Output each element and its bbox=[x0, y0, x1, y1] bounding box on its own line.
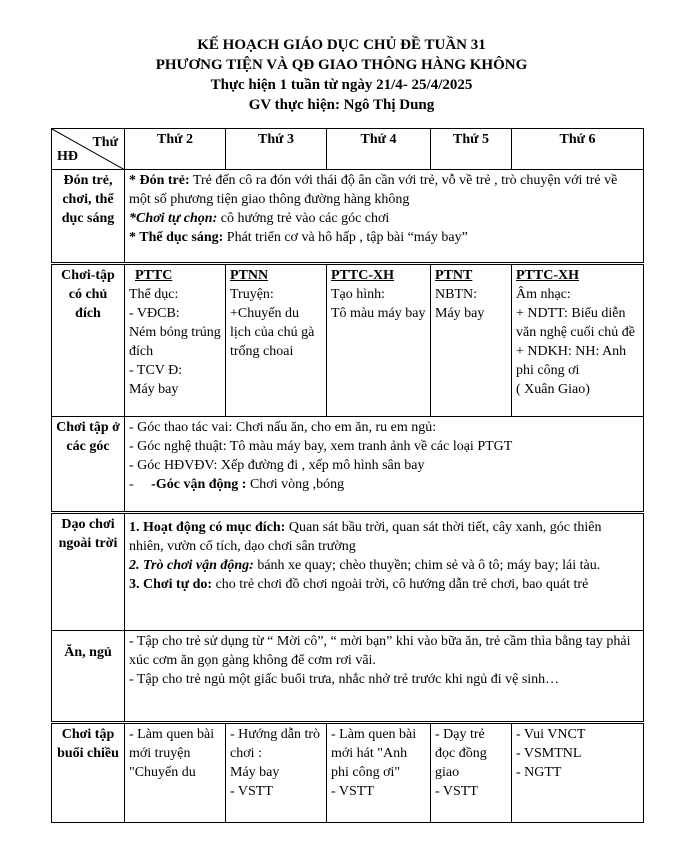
row-chieu bbox=[52, 723, 644, 823]
choi-tap-thu bbox=[431, 264, 512, 417]
day-header-thu: Thứ 5 bbox=[431, 129, 512, 170]
date-range: Thực hiện 1 tuần từ ngày 21/4- 25/4/2025 bbox=[210, 77, 473, 93]
cell-line: Ném bóng trúng đích bbox=[129, 325, 221, 359]
cell-line: NBTN: bbox=[435, 287, 477, 302]
don-tre-greeting: * Đón trẻ: Trẻ đến cô ra đón với thái độ ân cần với trẻ, vỗ về trẻ , trò chuyện với trẻ về một số phương tiện giao thông đường hàng không bbox=[129, 173, 618, 207]
row-label-goc: Chơi tập ở các góc bbox=[52, 417, 125, 513]
row-ngoai-troi bbox=[52, 513, 644, 631]
chieu-mon bbox=[125, 723, 226, 823]
row-label-an-ngu: Ăn, ngủ bbox=[52, 631, 125, 723]
cell-line: - Làm quen bài mới hát "Anh phi công ơi" bbox=[331, 727, 417, 780]
goc-content bbox=[125, 417, 644, 513]
cell-line: Máy bay bbox=[129, 382, 179, 397]
subject-title: PTTC bbox=[135, 268, 173, 283]
ngoai-troi-purpose: 1. Hoạt động có mục đích: Quan sát bầu trời, quan sát thời tiết, cây xanh, góc thiên nhiên, vườn cổ tích, dạo chơi sân trường bbox=[129, 520, 602, 554]
chieu-tue bbox=[226, 723, 327, 823]
cell-line: - Hướng dẫn trò chơi : bbox=[230, 727, 321, 761]
corner-cell bbox=[52, 129, 125, 170]
cell-line: - VSTT bbox=[230, 784, 273, 799]
choi-tap-tue bbox=[226, 264, 327, 417]
cell-line: Thể dục: bbox=[129, 287, 179, 302]
cell-line: +Chuyến du lịch của chú gà trống choai bbox=[230, 306, 315, 359]
ngoai-troi-games: 2. Trò chơi vận động: bánh xe quay; chèo thuyền; chim sẻ và ô tô; máy bay; lái tàu. bbox=[129, 558, 601, 573]
row-label-ngoai-troi: Dạo chơi ngoài trời bbox=[52, 513, 125, 631]
chieu-wed bbox=[327, 723, 431, 823]
cell-line: Tạo hình: bbox=[331, 287, 386, 302]
cell-line: Truyện: bbox=[230, 287, 274, 302]
cell-line: Máy bay bbox=[435, 306, 485, 321]
cell-line: + NDTT: Biểu diễn văn nghệ cuối chủ đề bbox=[516, 306, 635, 340]
chieu-fri bbox=[512, 723, 644, 823]
an-ngu-eating: - Tập cho trẻ sử dụng từ “ Mời cô”, “ mời bạn” khi vào bữa ăn, trẻ cầm thìa bằng tay phải xúc cơm ăn gọn gàng không để cơm rơi vãi. bbox=[129, 634, 631, 668]
ngoai-troi-content bbox=[125, 513, 644, 631]
cell-line: ( Xuân Giao) bbox=[516, 382, 590, 397]
ngoai-troi-free-play: 3. Chơi tự do: cho trẻ chơi đồ chơi ngoài trời, cô hướng dẫn trẻ chơi, bao quát trẻ bbox=[129, 577, 589, 592]
day-header-fri: Thứ 6 bbox=[512, 129, 644, 170]
row-label-don-tre: Đón trẻ, chơi, thể dục sáng bbox=[52, 170, 125, 264]
an-ngu-sleeping: - Tập cho trẻ ngủ một giấc buổi trưa, nhắc nhở trẻ trước khi ngủ đi vệ sinh… bbox=[129, 672, 560, 687]
corner-label-activity: HĐ bbox=[57, 149, 78, 164]
cell-line: - Làm quen bài mới truyện "Chuyến du bbox=[129, 727, 215, 780]
day-header-tue: Thứ 3 bbox=[226, 129, 327, 170]
row-label-chieu: Chơi tập buổi chiều bbox=[52, 723, 125, 823]
row-goc bbox=[52, 417, 644, 513]
subject-title: PTNT bbox=[435, 268, 473, 283]
document-subtitle: PHƯƠNG TIỆN VÀ QĐ GIAO THÔNG HÀNG KHÔNG bbox=[155, 57, 528, 73]
cell-line: - Vui VNCT bbox=[516, 727, 586, 742]
cell-line: - NGTT bbox=[516, 765, 562, 780]
subject-title: PTTC-XH bbox=[331, 268, 394, 283]
subject-title: PTTC-XH bbox=[516, 268, 579, 283]
cell-line: Âm nhạc: bbox=[516, 287, 571, 302]
choi-tap-wed bbox=[327, 264, 431, 417]
chieu-thu bbox=[431, 723, 512, 823]
weekly-plan-table bbox=[51, 128, 644, 823]
day-header-wed: Thứ 4 bbox=[327, 129, 431, 170]
cell-line: Tô màu máy bay bbox=[331, 306, 426, 321]
cell-line: - VSTT bbox=[435, 784, 478, 799]
don-tre-content bbox=[125, 170, 644, 264]
don-tre-exercise: * Thể dục sáng: Phát triển cơ và hô hấp , tập bài “máy bay” bbox=[129, 230, 468, 245]
choi-tap-mon bbox=[125, 264, 226, 417]
cell-line: - VĐCB: bbox=[129, 306, 180, 321]
day-header-mon: Thứ 2 bbox=[125, 129, 226, 170]
cell-line: - VSTT bbox=[331, 784, 374, 799]
cell-line: Máy bay bbox=[230, 765, 280, 780]
document-title: KẾ HOẠCH GIÁO DỤC CHỦ ĐỀ TUẦN 31 bbox=[197, 37, 486, 53]
goc-art: - Góc nghệ thuật: Tô màu máy bay, xem tranh ảnh về các loại PTGT bbox=[129, 439, 513, 454]
teacher-name: GV thực hiện: Ngô Thị Dung bbox=[248, 97, 435, 113]
goc-construction: - Góc HĐVĐV: Xếp đường đi , xếp mô hình sân bay bbox=[129, 458, 425, 473]
row-label-choi-tap: Chơi-tập có chủ đích bbox=[52, 264, 125, 417]
subject-title: PTNN bbox=[230, 268, 269, 283]
row-choi-tap bbox=[52, 264, 644, 417]
cell-line: - TCV Đ: bbox=[129, 363, 183, 378]
an-ngu-content bbox=[125, 631, 644, 723]
goc-movement: - -Góc vận động : Chơi vòng ,bóng bbox=[129, 477, 345, 492]
goc-role-play: - Góc thao tác vai: Chơi nấu ăn, cho em ăn, ru em ngủ: bbox=[129, 420, 437, 435]
row-an-ngu bbox=[52, 631, 644, 723]
table-header-row bbox=[52, 129, 644, 170]
cell-line: - VSMTNL bbox=[516, 746, 582, 761]
cell-line: + NDKH: NH: Anh phi công ơi bbox=[516, 344, 627, 378]
choi-tap-fri bbox=[512, 264, 644, 417]
don-tre-free-play: *Chơi tự chọn: cô hướng trẻ vào các góc chơi bbox=[129, 211, 390, 226]
corner-label-day: Thứ bbox=[92, 135, 118, 150]
cell-line: - Dạy trẻ đọc đồng giao bbox=[435, 727, 487, 780]
row-don-tre bbox=[52, 170, 644, 264]
